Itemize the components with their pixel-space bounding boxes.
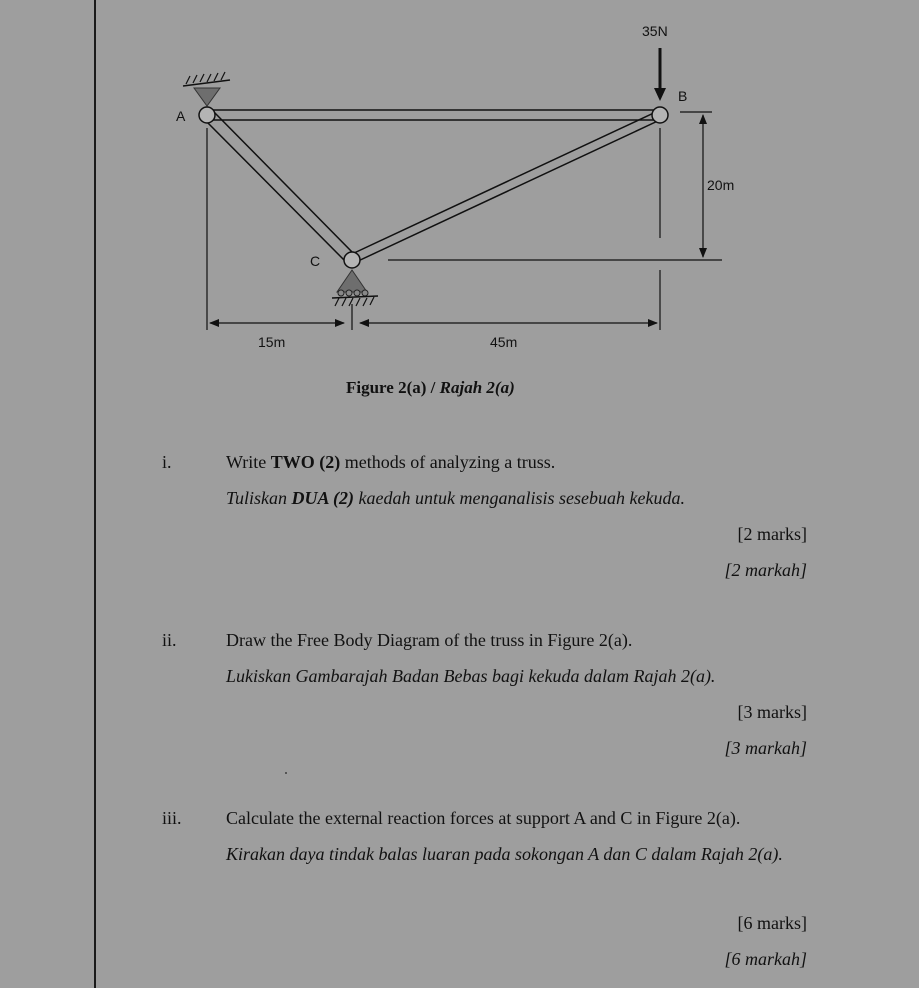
caption-english: Figure 2(a) / <box>346 378 440 397</box>
pin-support-a <box>183 72 230 106</box>
stray-dot <box>285 772 287 774</box>
figure-caption <box>346 378 515 398</box>
load-label: 35N <box>642 23 668 39</box>
joint-a <box>199 107 215 123</box>
question-3-malay: Kirakan daya tindak balas luaran pada sokongan A dan C dalam Rajah 2(a). <box>226 844 783 864</box>
question-1-malay: Tuliskan DUA (2) kaedah untuk menganalisis sesebuah kekuda. <box>226 488 685 508</box>
node-label-c: C <box>310 253 321 269</box>
question-1-markah: [2 markah] <box>724 560 807 580</box>
question-3-english: Calculate the external reaction forces at support A and C in Figure 2(a). <box>226 808 741 828</box>
question-2-markah: [3 markah] <box>724 738 807 758</box>
node-label-a: A <box>176 108 186 124</box>
dim-label-20m: 20m <box>707 177 735 193</box>
question-3-markah: [6 markah] <box>724 949 807 969</box>
question-3-marks: [6 marks] <box>737 913 807 933</box>
member-ab <box>210 110 655 120</box>
question-number-3: iii. <box>162 808 182 828</box>
question-2-english: Draw the Free Body Diagram of the truss in Figure 2(a). <box>226 630 633 650</box>
truss-figure <box>0 0 919 420</box>
question-1-english: Write TWO (2) methods of analyzing a truss. <box>226 452 556 472</box>
joint-b <box>652 107 668 123</box>
node-label-b: B <box>678 88 688 104</box>
question-1-marks: [2 marks] <box>737 524 807 544</box>
roller-support-c <box>332 270 378 306</box>
member-ac <box>203 110 356 263</box>
load-arrow <box>654 48 666 101</box>
member-bc <box>352 111 662 262</box>
question-2-marks: [3 marks] <box>737 702 807 722</box>
dim-label-45m: 45m <box>490 334 518 350</box>
question-2-malay: Lukiskan Gambarajah Badan Bebas bagi kekuda dalam Rajah 2(a). <box>226 666 716 686</box>
question-number-1: i. <box>162 452 172 472</box>
question-number-2: ii. <box>162 630 177 650</box>
dim-label-15m: 15m <box>258 334 286 350</box>
caption-malay: Rajah 2(a) <box>439 378 515 397</box>
joint-c <box>344 252 360 268</box>
